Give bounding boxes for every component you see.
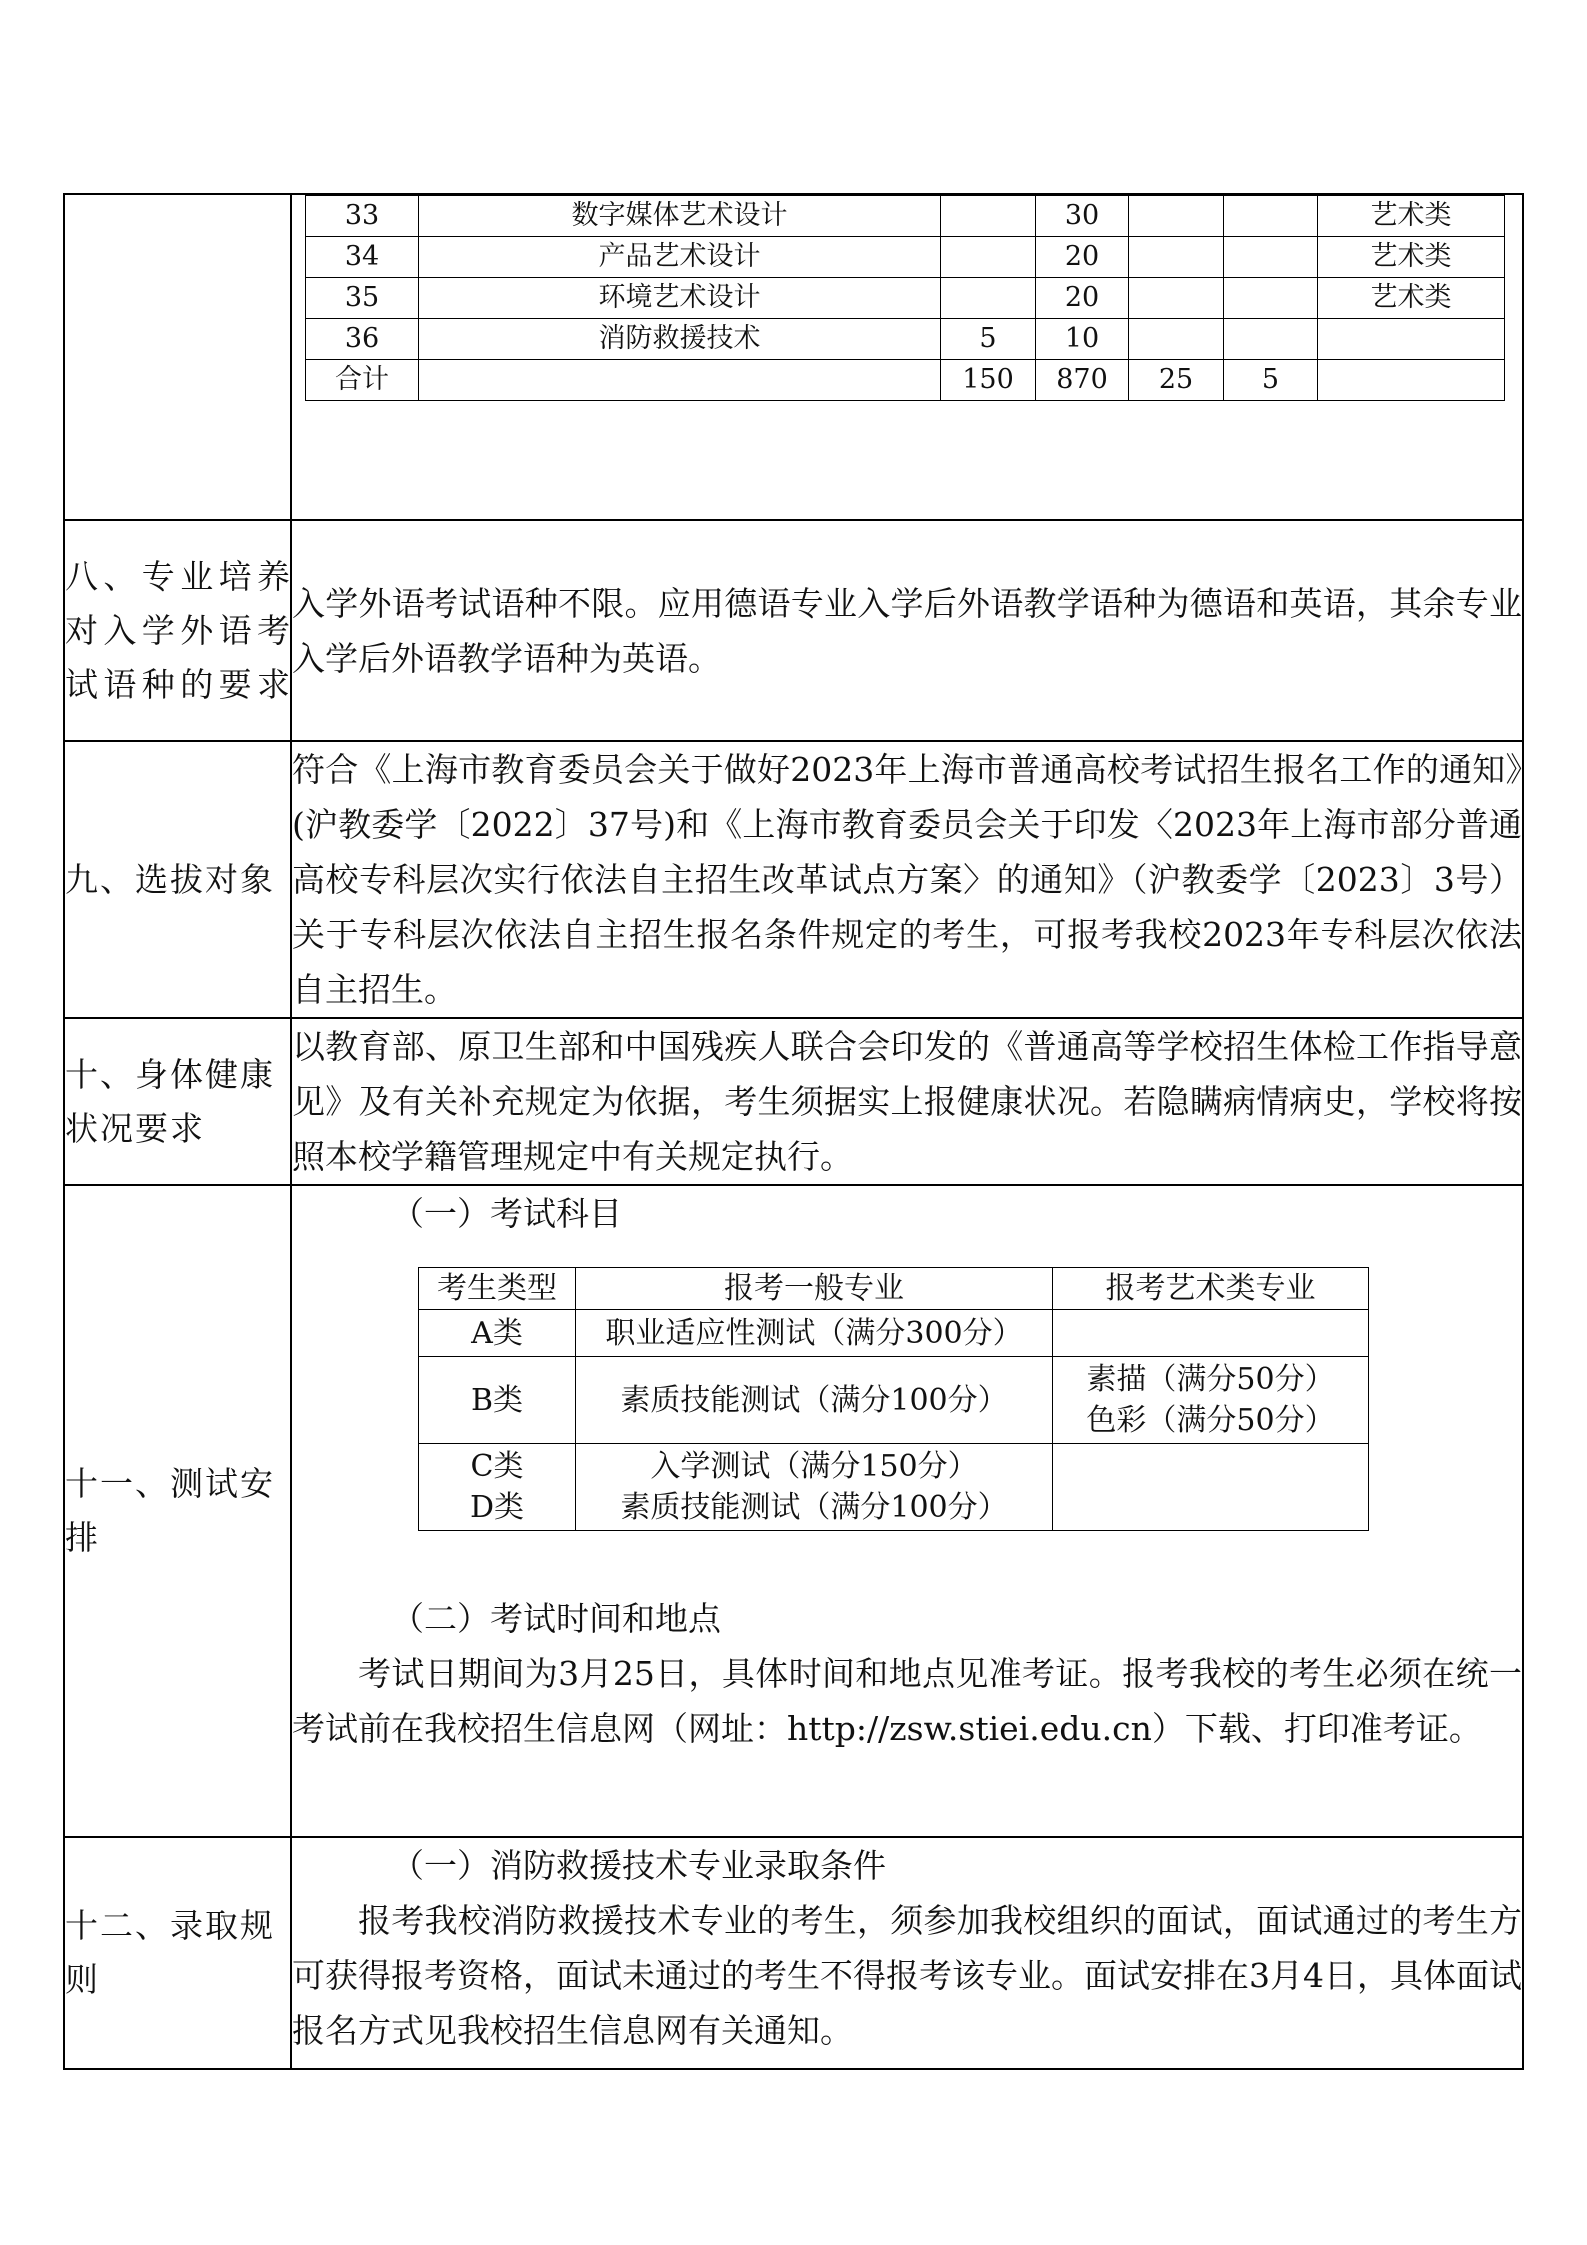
section-foreign-language [64,520,1523,741]
major-name: 消防救援技术 [419,319,941,360]
subheading: （一）消防救援技术专业录取条件 [391,1846,886,1885]
section-content: 入学外语考试语种不限。应用德语专业入学后外语教学语种为德语和英语，其余专业入学后外语教学语种为英语。 [291,520,1523,741]
table-header-row: 考生类型 报考一般专业 报考艺术类专业 [419,1268,1369,1310]
table-row: A类 职业适应性测试（满分300分） [419,1310,1369,1357]
majors-cell [291,194,1523,520]
section-test-arrangement [64,1185,1523,1837]
exam-subjects-table [418,1267,1369,1531]
table-row: 33 数字媒体艺术设计 30 艺术类 [306,196,1505,237]
admission-info-table [63,193,1524,2070]
section-content: 符合《上海市教育委员会关于做好2023年上海市普通高校考试招生报名工作的通知》(沪教委学〔2022〕37号)和《上海市教育委员会关于印发〈2023年上海市部分普通高校专科层次实行依法自主招生改革试点方案〉的通知》（沪教委学〔2023〕3号）关于专科层次依法自主招生报名条件规定的考生，可报考我校2023年专科层次依法自主招生。 [291,741,1523,1018]
table-row: 35 环境艺术设计 20 艺术类 [306,278,1505,319]
majors-row [64,194,1523,520]
section-selection-target [64,741,1523,1018]
section-label: 九、选拔对象 [64,741,291,1018]
table-row: C类 D类 入学测试（满分150分） 素质技能测试（满分100分） [419,1444,1369,1531]
majors-table [305,195,1505,401]
section-admission-rules [64,1837,1523,2069]
table-row: B类 素质技能测试（满分100分） 素描（满分50分） 色彩（满分50分） [419,1357,1369,1444]
major-name: 产品艺术设计 [419,237,941,278]
section-health-requirements [64,1018,1523,1185]
section-content: （一）消防救援技术专业录取条件 报考我校消防救援技术专业的考生，须参加我校组织的面试，面试通过的考生方可获得报考资格，面试未通过的考生不得报考该专业。面试安排在3月4日，具体面试报名方式见我校招生信息网有关通知。 [291,1837,1523,2069]
table-row: 36 消防救援技术 5 10 [306,319,1505,360]
section-label: 十二、录取规则 [64,1837,291,2069]
total-row: 合计 150 870 25 5 [306,360,1505,401]
section-content: （一）考试科目 考生类型 报考一般专业 报考艺术类专业 A类 职业适应性测试（满分300分） B类 素质技能测试（满分100分） 素描（满分50分） 色彩（满分50分） C类 D类 入学测试（满分150分） 素质技能测试（满分100分） （二）考试时间和地点 考试日期间为3月25日，具体时间和地点见准考证。报考我校的考生必须在统一考试前在我校招生信息网（网址：http://zsw.stiei.edu.cn）下载、打印准考证。 [291,1185,1523,1837]
majors-row-label [64,194,291,520]
major-name: 数字媒体艺术设计 [419,196,941,237]
section-content: 以教育部、原卫生部和中国残疾人联合会印发的《普通高等学校招生体检工作指导意见》及有关补充规定为依据，考生须据实上报健康状况。若隐瞒病情病史，学校将按照本校学籍管理规定中有关规定执行。 [291,1018,1523,1185]
section-label: 十一、测试安排 [64,1185,291,1837]
subheading: （一）考试科目 [391,1194,622,1233]
section-label: 八、专业培养对入学外语考试语种的要求 [64,520,291,741]
section-label: 十、身体健康状况要求 [64,1018,291,1185]
table-row: 34 产品艺术设计 20 艺术类 [306,237,1505,278]
major-name: 环境艺术设计 [419,278,941,319]
subheading: （二）考试时间和地点 [391,1599,721,1638]
